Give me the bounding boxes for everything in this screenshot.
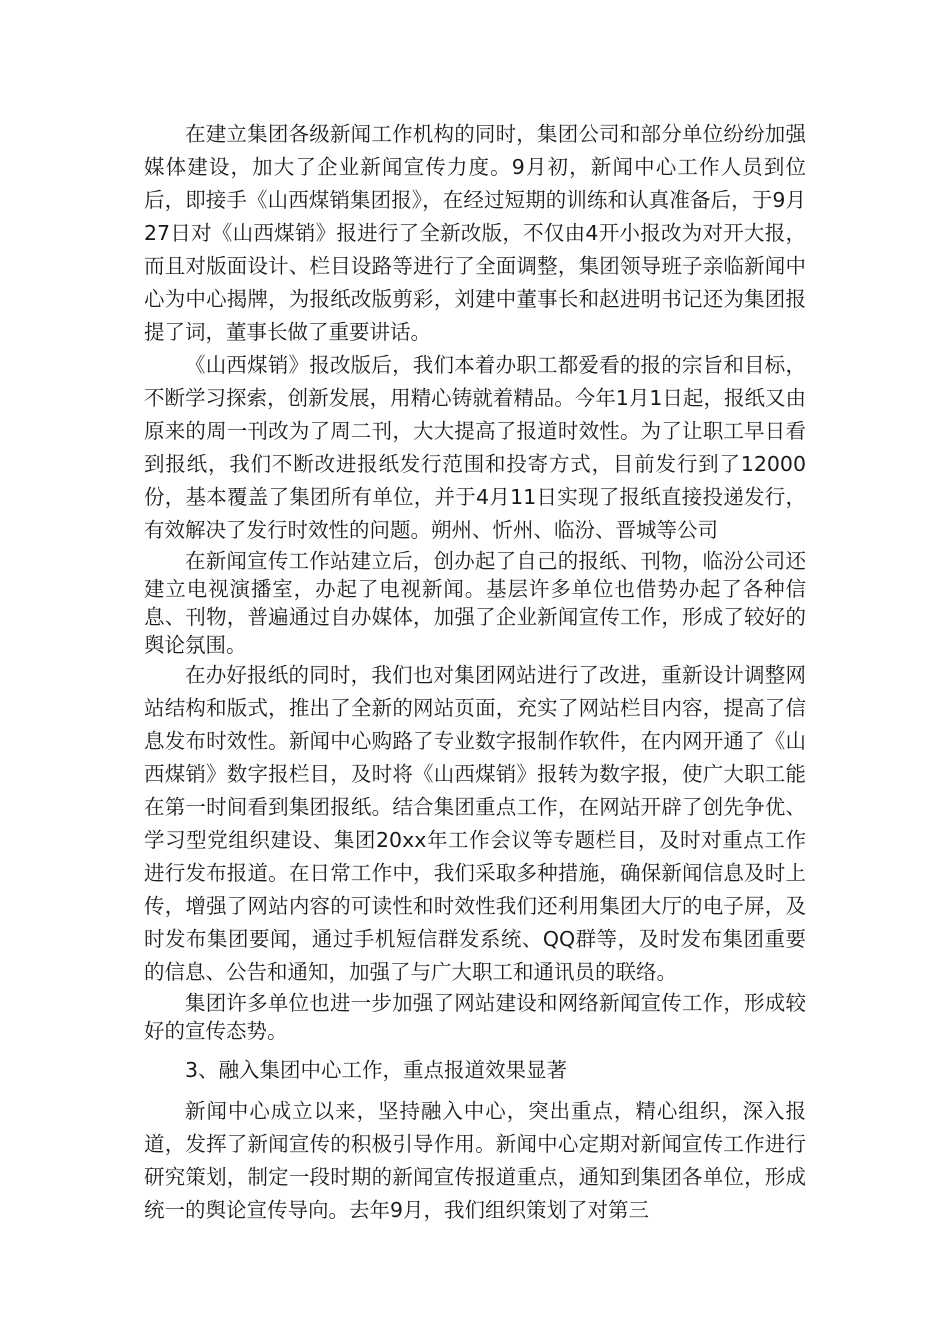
paragraph-unit-websites: 集团许多单位也进一步加强了网站建设和网络新闻宣传工作，形成较好的宣传态势。 [144,991,806,1043]
paragraph-news-stations: 在新闻宣传工作站建立后，创办起了自己的报纸、刊物，临汾公司还建立电视演播室，办起了电视新闻。基层许多单位也借势办起了各种信息、刊物，普遍通过自办媒体，加强了企业新闻宣传工作，形成了较好的舆论氛围。 [144,549,806,657]
section-heading: 3、融入集团中心工作，重点报道效果显著 [185,1058,568,1082]
paragraph-key-reporting: 新闻中心成立以来，坚持融入中心，突出重点，精心组织，深入报道，发挥了新闻宣传的积极引导作用。新闻中心定期对新闻宣传工作进行研究策划，制定一段时期的新闻宣传报道重点，通知到集团各单位，形成统一的舆论宣传导向。去年9月，我们组织策划了对第三 [144,1099,806,1222]
document-page [144,118,806,1227]
paragraph-newspaper-reform: 《山西煤销》报改版后，我们本着办职工都爱看的报的宗旨和目标，不断学习探索，创新发展，用精心铸就着精品。今年1月1日起，报纸又由原来的周一刊改为了周二刊，大大提高了报道时效性。为了让职工早日看到报纸，我们不断改进报纸发行范围和投寄方式，目前发行到了12000份，基本覆盖了集团所有单位，并于4月11日实现了报纸直接投递发行，有效解决了发行时效性的问题。朔州、忻州、临汾、晋城等公司 [144,353,806,542]
paragraph-website-improvement: 在办好报纸的同时，我们也对集团网站进行了改进，重新设计调整网站结构和版式，推出了全新的网站页面，充实了网站栏目内容，提高了信息发布时效性。新闻中心购路了专业数字报制作软件，在内网开通了《山西煤销》数字报栏目，及时将《山西煤销》报转为数字报，使广大职工能在第一时间看到集团报纸。结合集团重点工作，在网站开辟了创先争优、学习型党组织建设、集团20xx年工作会议等专题栏目，及时对重点工作进行发布报道。在日常工作中，我们采取多种措施，确保新闻信息及时上传，增强了网站内容的可读性和时效性我们还利用集团大厅的电子屏，及时发布集团要闻，通过手机短信群发系统、QQ群等，及时发布集团重要的信息、公告和通知，加强了与广大职工和通讯员的联络。 [144,663,806,984]
paragraph-media-construction: 在建立集团各级新闻工作机构的同时，集团公司和部分单位纷纷加强媒体建设，加大了企业新闻宣传力度。9月初，新闻中心工作人员到位后，即接手《山西煤销集团报》，在经过短期的训练和认真准备后，于9月27日对《山西煤销》报进行了全新改版，不仅由4开小报改为对开大报，而且对版面设计、栏目设路等进行了全面调整，集团领导班子亲临新闻中心为中心揭牌，为报纸改版剪彩，刘建中董事长和赵进明书记还为集团报提了词，董事长做了重要讲话。 [144,122,806,344]
